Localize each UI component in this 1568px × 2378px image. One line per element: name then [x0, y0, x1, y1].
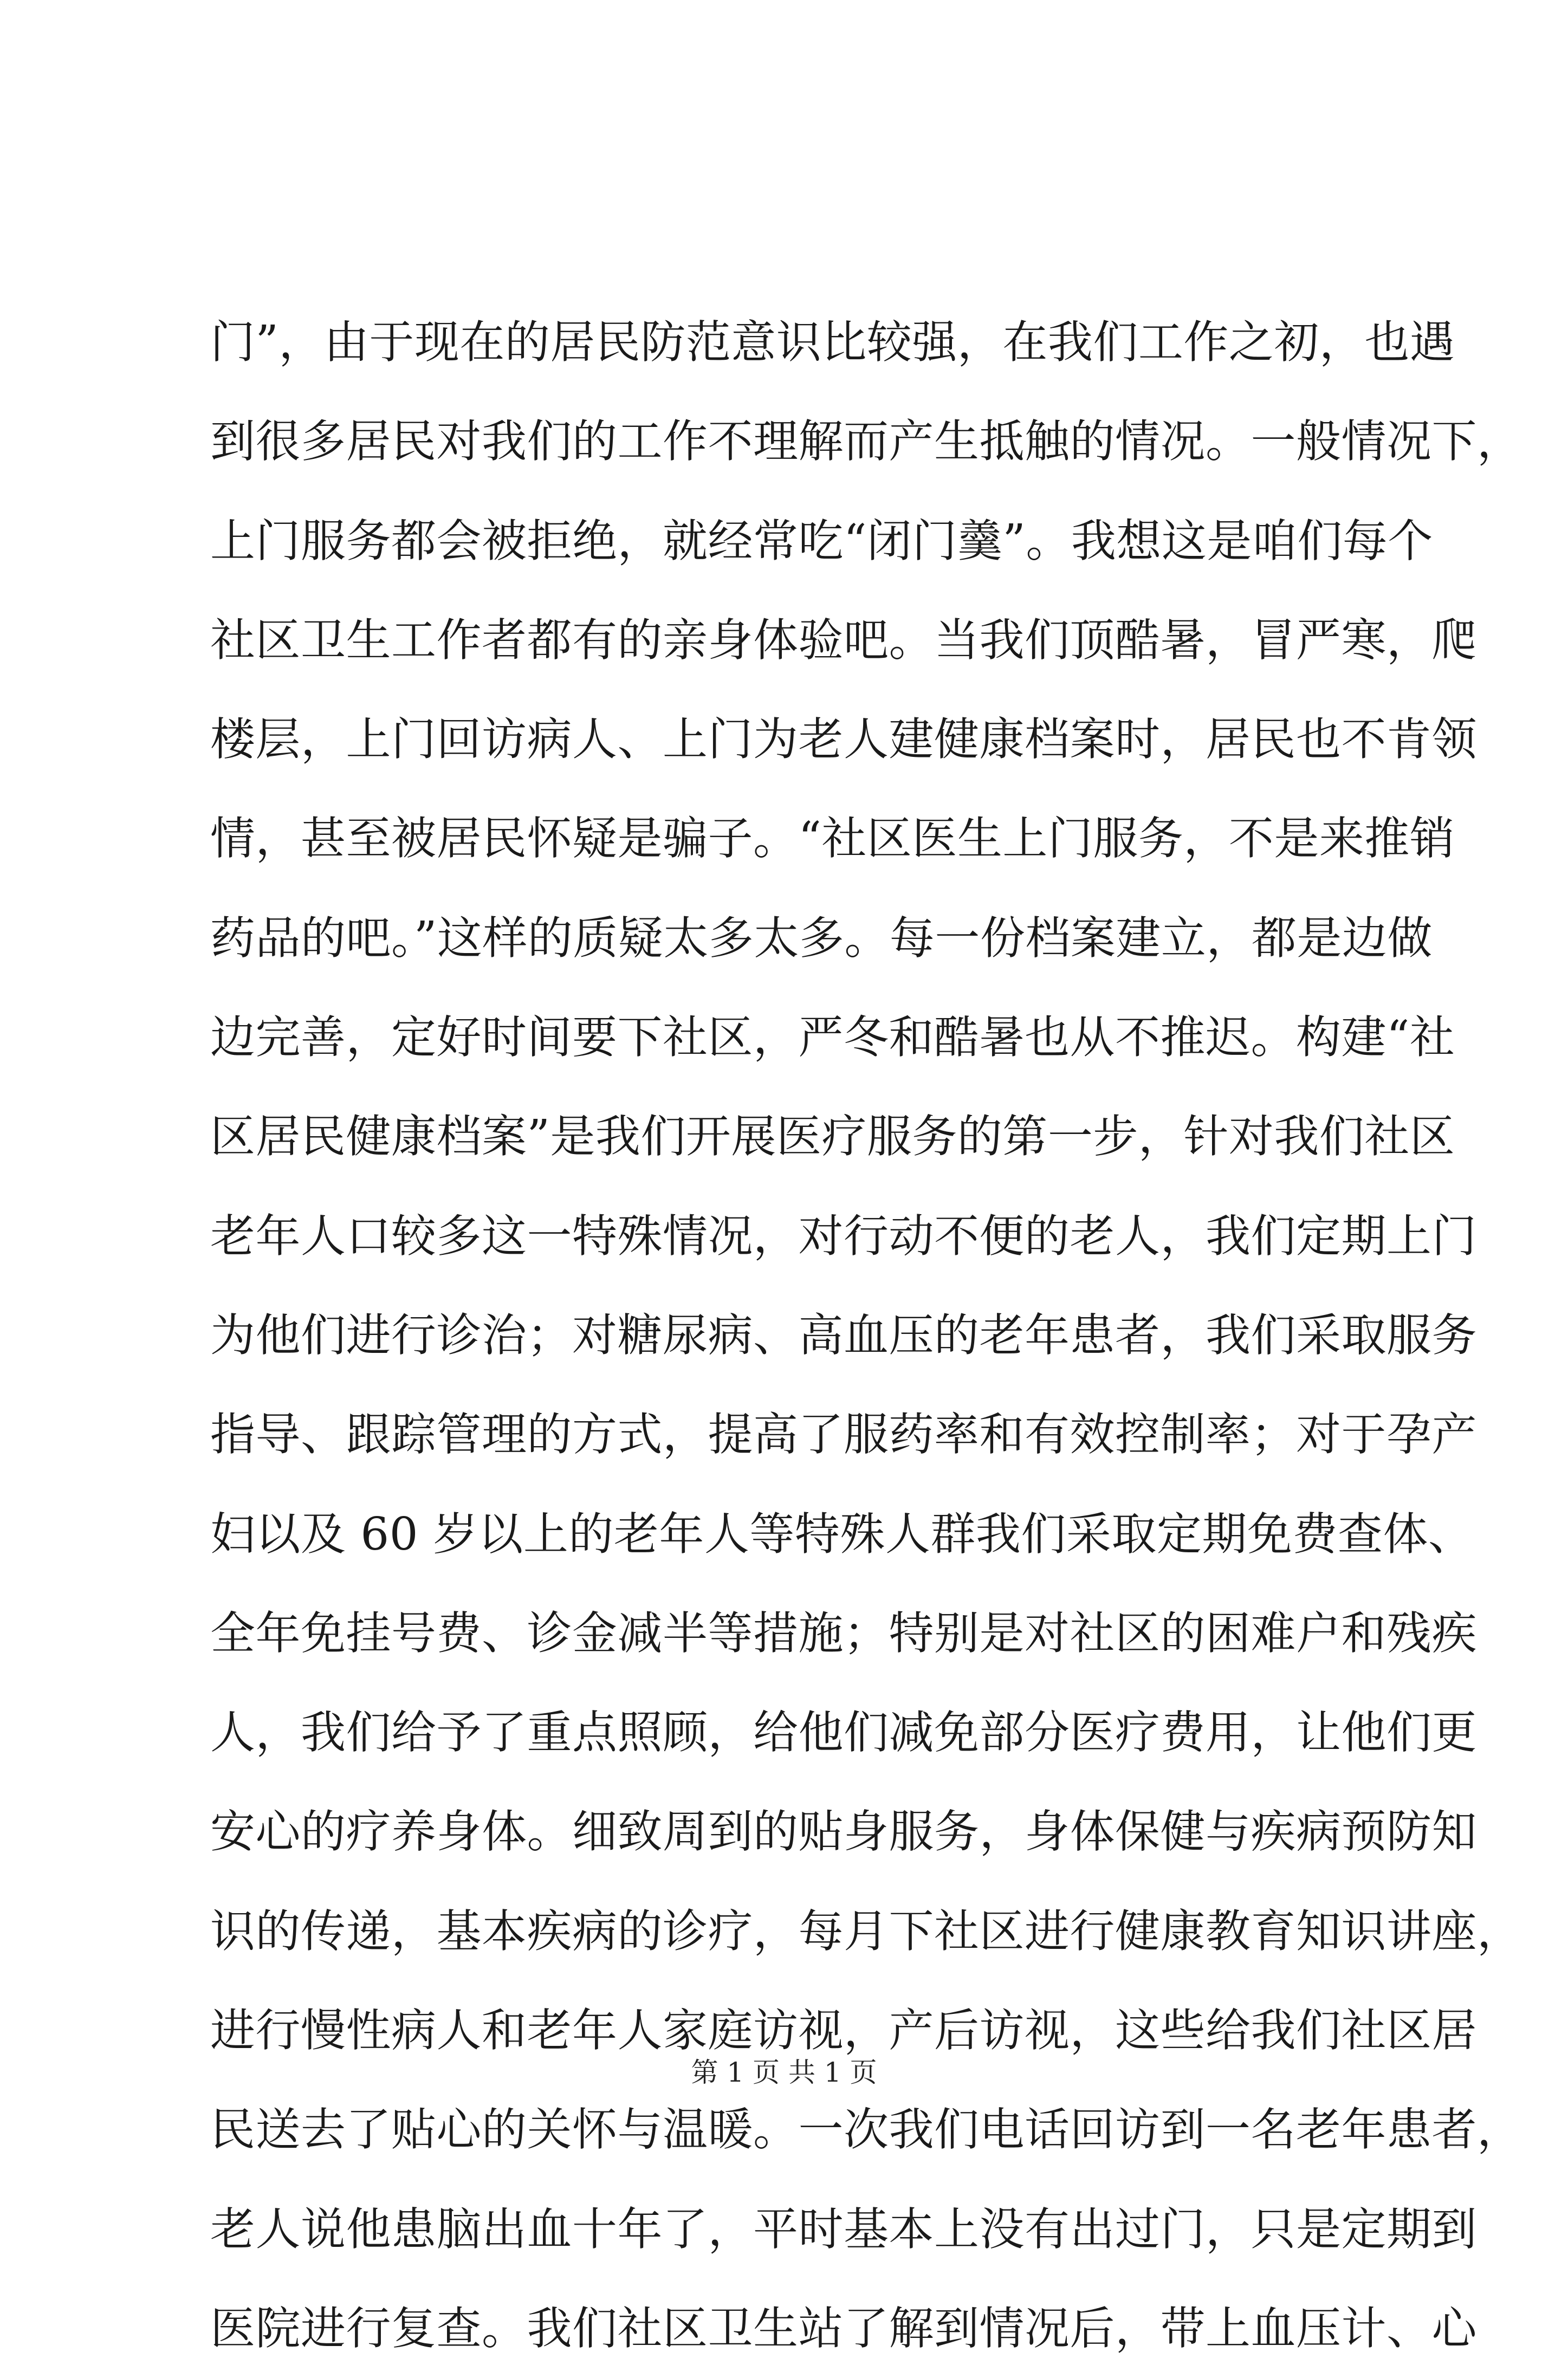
text-line: 门”，由于现在的居民防范意识比较强，在我们工作之初，也遇 [210, 316, 1455, 368]
text-line: 药品的吧。”这样的质疑太多太多。每一份档案建立，都是边做 [210, 911, 1433, 964]
text-line: 社区卫生工作者都有的亲身体验吧。当我们顶酷暑，冒严寒，爬 [210, 613, 1477, 666]
text-line: 医院进行复查。我们社区卫生站了解到情况后，带上血压计、心 [210, 2302, 1477, 2355]
text-line: 安心的疗养身体。细致周到的贴身服务，身体保健与疾病预防知 [210, 1805, 1477, 1858]
text-line: 上门服务都会被拒绝，就经常吃“闭门羹”。我想这是咱们每个 [210, 514, 1433, 567]
text-line: 指导、跟踪管理的方式，提高了服药率和有效控制率；对于孕产 [210, 1408, 1477, 1461]
text-line: 边完善，定好时间要下社区，严冬和酷暑也从不推迟。构建“社 [210, 1011, 1455, 1064]
page-footer: 第 1 页 共 1 页 [691, 2057, 877, 2088]
text-line: 区居民健康档案”是我们开展医疗服务的第一步，针对我们社区 [210, 1110, 1455, 1163]
text-line: 进行慢性病人和老年人家庭访视，产后访视，这些给我们社区居 [210, 2004, 1477, 2057]
text-line: 识的传递，基本疾病的诊疗，每月下社区进行健康教育知识讲座， [210, 1904, 1522, 1958]
text-line: 老年人口较多这一特殊情况，对行动不便的老人，我们定期上门 [210, 1209, 1477, 1262]
text-line: 民送去了贴心的关怀与温暖。一次我们电话回访到一名老年患者， [210, 2103, 1522, 2156]
text-line: 人，我们给予了重点照顾，给他们减免部分医疗费用，让他们更 [210, 1706, 1477, 1759]
text-line: 全年免挂号费、诊金减半等措施；特别是对社区的困难户和残疾 [210, 1606, 1477, 1660]
text-line: 妇以及 60 岁以上的老年人等特殊人群我们采取定期免费查体、 [210, 1507, 1474, 1560]
text-line: 楼层，上门回访病人、上门为老人建健康档案时，居民也不肯领 [210, 713, 1477, 766]
text-line: 情，甚至被居民怀疑是骗子。“社区医生上门服务，不是来推销 [210, 812, 1455, 865]
text-line: 到很多居民对我们的工作不理解而产生抵触的情况。一般情况下， [210, 415, 1522, 468]
text-line: 为他们进行诊治；对糖尿病、高血压的老年患者，我们采取服务 [210, 1308, 1477, 1362]
text-line: 老人说他患脑出血十年了，平时基本上没有出过门，只是定期到 [210, 2202, 1477, 2256]
